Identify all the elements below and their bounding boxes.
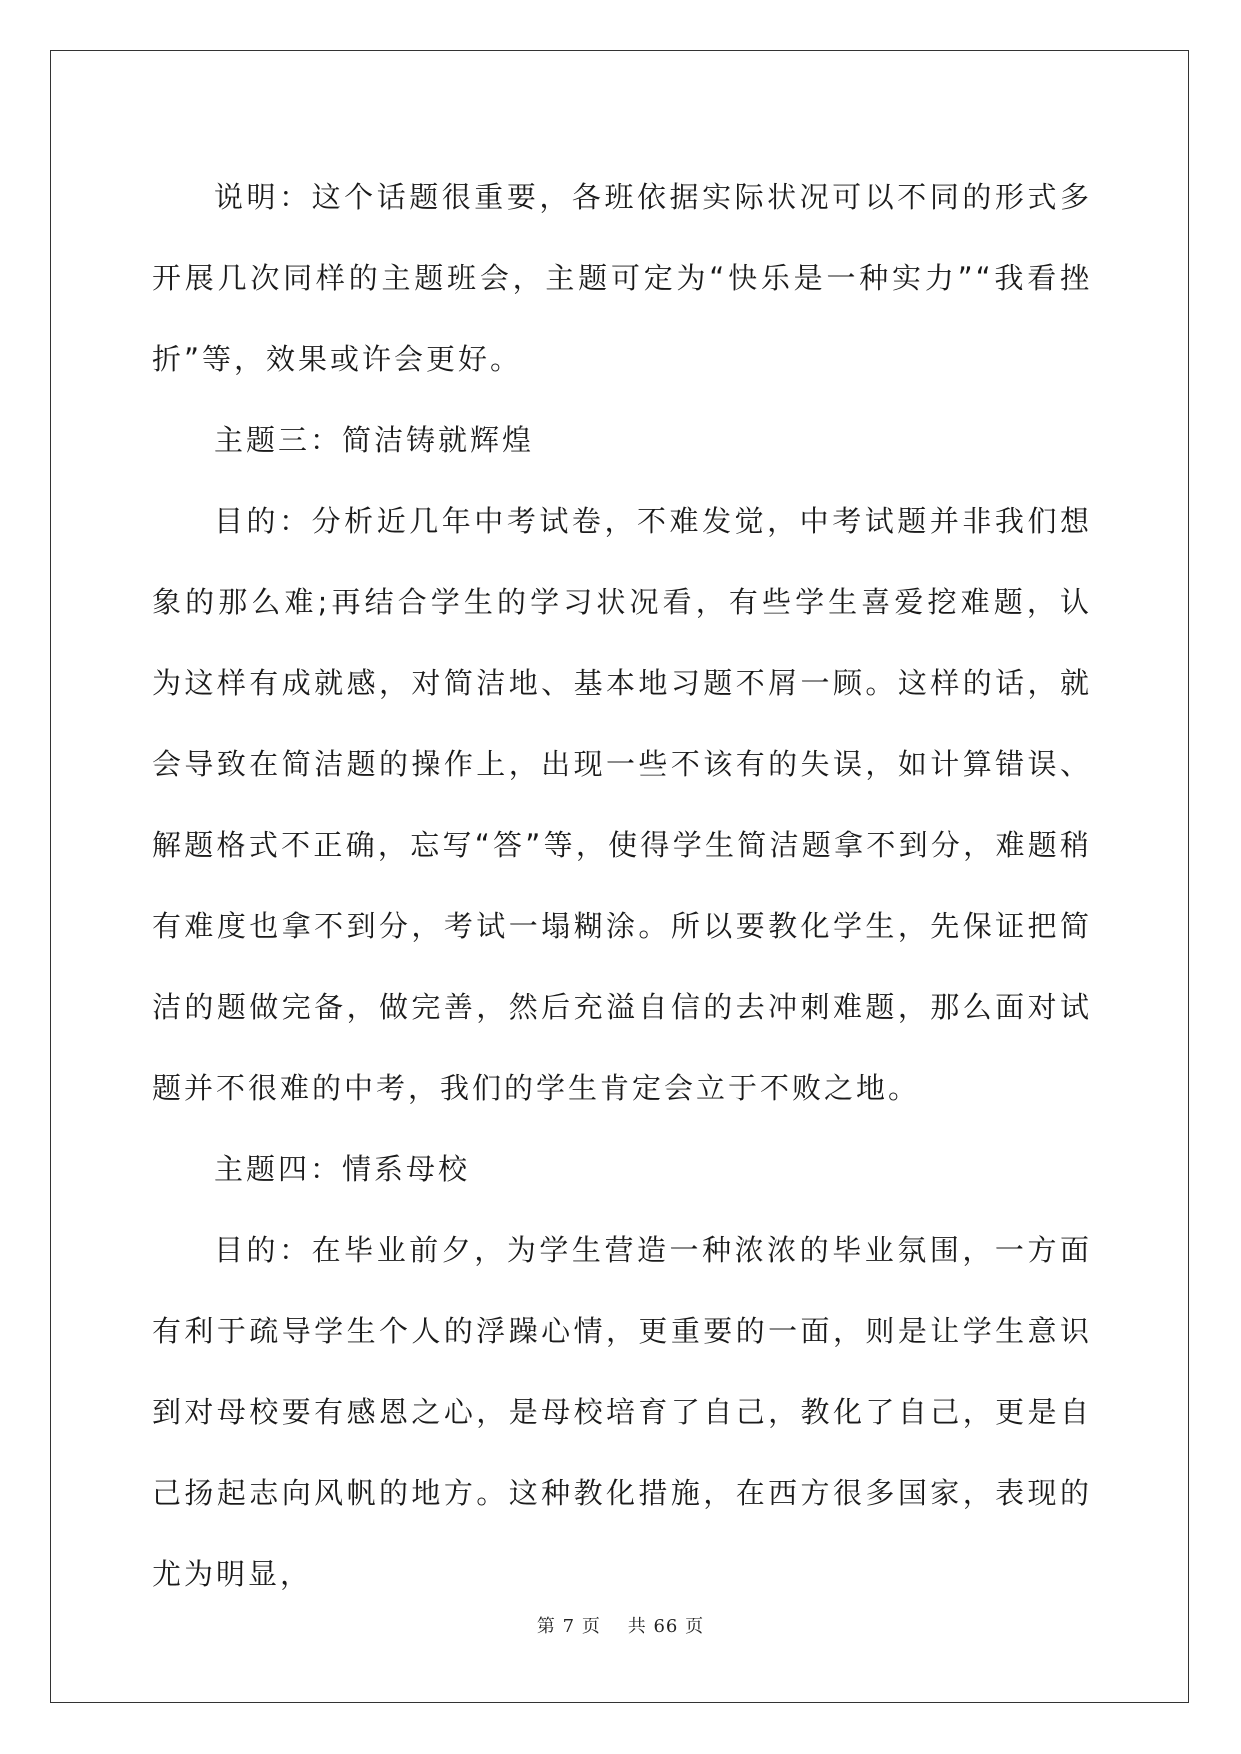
page-total: 共 66 页 [627,1616,705,1637]
page-number: 第 7 页 [536,1616,601,1637]
paragraph-purpose-four: 目的：在毕业前夕，为学生营造一种浓浓的毕业氛围，一方面有利于疏导学生个人的浮躁心情，更重要的一面，则是让学生意识到对母校要有感恩之心，是母校培育了自己，教化了自己，更是自己扬起志向风帆的地方。这种教化措施，在西方很多国家，表现的尤为明显， [152,1233,1092,1591]
paragraph-purpose-three: 目的：分析近几年中考试卷，不难发觉，中考试题并非我们想象的那么难;再结合学生的学习状况看，有些学生喜爱挖难题，认为这样有成就感，对简洁地、基本地习题不屑一顾。这样的话，就会导致在简洁题的操作上，出现一些不该有的失误，如计算错误、解题格式不正确，忘写“答”等，使得学生简洁题拿不到分，难题稍有难度也拿不到分，考试一塌糊涂。所以要教化学生，先保证把简洁的题做完备，做完善，然后充溢自信的去冲刺难题，那么面对试题并不很难的中考，我们的学生肯定会立于不败之地。 [152,504,1092,1105]
page-footer [0,1612,1241,1638]
heading-theme-three: 主题三：简洁铸就辉煌 [214,423,535,457]
document-body [152,157,1092,1615]
heading-theme-four: 主题四：情系母校 [214,1152,471,1186]
paragraph-note: 说明：这个话题很重要，各班依据实际状况可以不同的形式多开展几次同样的主题班会，主题可定为“快乐是一种实力”“我看挫折”等，效果或许会更好。 [152,180,1092,376]
